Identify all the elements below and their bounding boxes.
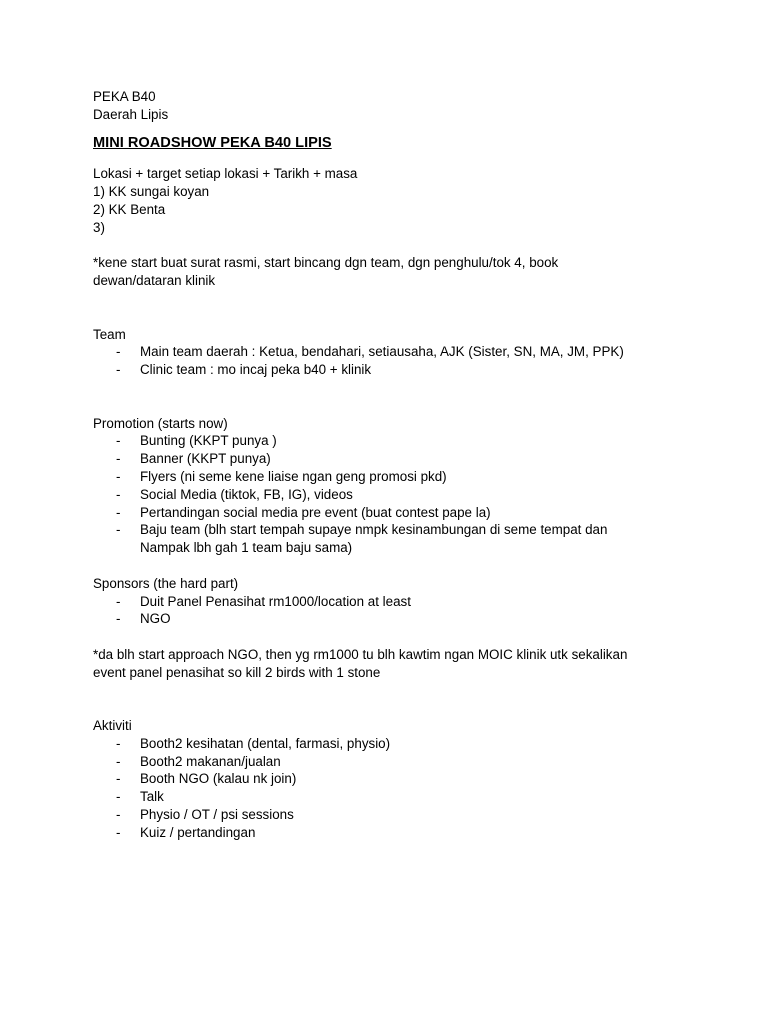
lokasi-item: 2) KK Benta <box>93 201 166 217</box>
dash-marker: - <box>116 504 121 520</box>
dash-marker: - <box>116 344 121 360</box>
list-item-text-continued: Nampak lbh gah 1 team baju sama) <box>140 540 353 556</box>
note-2-line-1: *da blh start approach NGO, then yg rm1000 tu blh kawtim ngan MOIC klinik utk sekalikan <box>93 646 628 662</box>
list-item-text: Bunting (KKPT punya ) <box>140 433 277 449</box>
list-item <box>93 450 703 468</box>
list-item-text: NGO <box>140 611 171 627</box>
sponsors-heading: Sponsors (the hard part) <box>93 575 239 591</box>
lokasi-heading: Lokasi + target setiap lokasi + Tarikh + masa <box>93 166 358 182</box>
dash-marker: - <box>116 753 121 769</box>
promotion-heading: Promotion (starts now) <box>93 415 228 431</box>
sponsors-list <box>93 593 703 629</box>
dash-marker: - <box>116 824 121 840</box>
dash-marker: - <box>116 433 121 449</box>
list-item-text: Talk <box>140 789 164 805</box>
dash-marker: - <box>116 362 121 378</box>
list-item <box>93 521 703 557</box>
list-item <box>93 824 703 842</box>
dash-marker: - <box>116 771 121 787</box>
dash-marker: - <box>116 807 121 823</box>
list-item <box>93 593 703 611</box>
spacer <box>93 237 703 255</box>
list-item-text: Booth2 kesihatan (dental, farmasi, physio) <box>140 735 391 751</box>
list-item <box>93 361 703 379</box>
aktiviti-list <box>93 735 703 842</box>
list-item <box>93 770 703 788</box>
spacer <box>93 557 703 575</box>
dash-marker: - <box>116 451 121 467</box>
lokasi-item: 3) <box>93 219 105 235</box>
list-item-text: Booth2 makanan/jualan <box>140 753 281 769</box>
list-item-text: Duit Panel Penasihat rm1000/location at least <box>140 593 411 609</box>
list-item <box>93 468 703 486</box>
dash-marker: - <box>116 468 121 484</box>
list-item <box>93 486 703 504</box>
dash-marker: - <box>116 735 121 751</box>
spacer <box>93 628 703 646</box>
dash-marker: - <box>116 522 121 538</box>
list-item-text: Pertandingan social media pre event (buat contest pape la) <box>140 504 491 520</box>
team-list <box>93 343 703 379</box>
aktiviti-heading: Aktiviti <box>93 718 132 734</box>
list-item-text: Kuiz / pertandingan <box>140 824 256 840</box>
header-line-2: Daerah Lipis <box>93 106 169 122</box>
list-item <box>93 343 703 361</box>
team-heading: Team <box>93 326 126 342</box>
list-item <box>93 753 703 771</box>
list-item <box>93 504 703 522</box>
list-item-text: Booth NGO (kalau nk join) <box>140 771 297 787</box>
dash-marker: - <box>116 789 121 805</box>
list-item <box>93 735 703 753</box>
list-item <box>93 788 703 806</box>
list-item <box>93 432 703 450</box>
spacer <box>93 682 703 718</box>
spacer <box>93 290 703 326</box>
document-page <box>93 88 703 842</box>
dash-marker: - <box>116 611 121 627</box>
list-item-text: Main team daerah : Ketua, bendahari, setiausaha, AJK (Sister, SN, MA, JM, PPK) <box>140 344 624 360</box>
list-item-text: Baju team (blh start tempah supaye nmpk kesinambungan di seme tempat dan <box>140 522 608 538</box>
list-item-text: Physio / OT / psi sessions <box>140 807 294 823</box>
lokasi-item: 1) KK sungai koyan <box>93 184 210 200</box>
list-item-text: Social Media (tiktok, FB, IG), videos <box>140 486 353 502</box>
dash-marker: - <box>116 486 121 502</box>
list-item-text: Banner (KKPT punya) <box>140 451 271 467</box>
note-2-line-2: event panel penasihat so kill 2 birds with 1 stone <box>93 664 381 680</box>
dash-marker: - <box>116 593 121 609</box>
document-title: MINI ROADSHOW PEKA B40 LIPIS <box>93 134 332 151</box>
list-item <box>93 806 703 824</box>
list-item-text: Clinic team : mo incaj peka b40 + klinik <box>140 362 372 378</box>
list-item <box>93 610 703 628</box>
note-1-line-1: *kene start buat surat rasmi, start bincang dgn team, dgn penghulu/tok 4, book <box>93 255 559 271</box>
list-item-text: Flyers (ni seme kene liaise ngan geng promosi pkd) <box>140 468 447 484</box>
spacer <box>93 379 703 415</box>
promotion-list <box>93 432 703 557</box>
header-line-1: PEKA B40 <box>93 89 156 104</box>
note-1-line-2: dewan/dataran klinik <box>93 273 216 289</box>
